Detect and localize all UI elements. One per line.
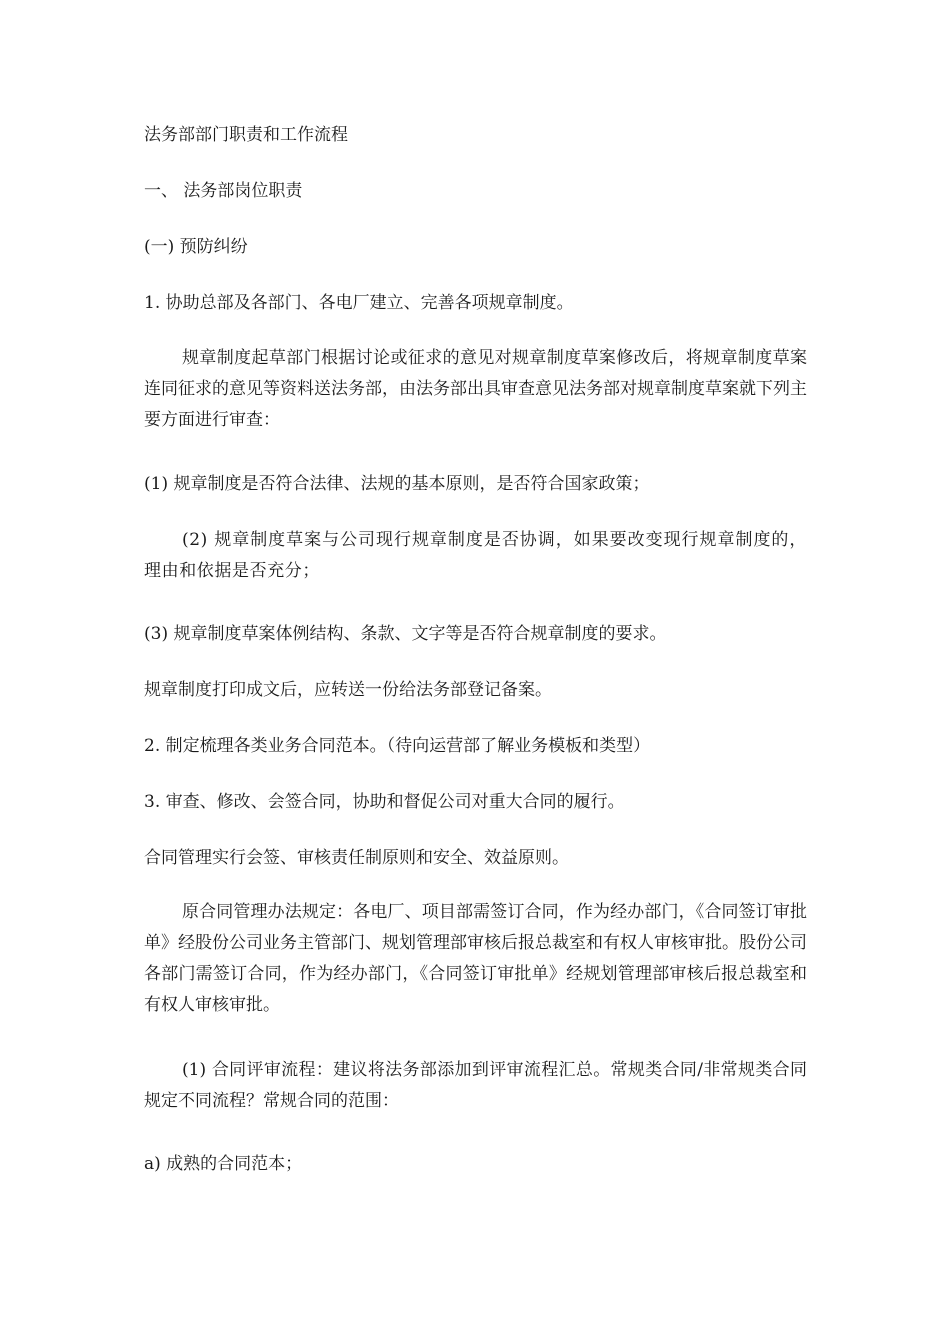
paragraph-filing: 规章制度打印成文后，应转送一份给法务部登记备案。: [144, 680, 552, 700]
item-1: 1. 协助总部及各部门、各电厂建立、完善各项规章制度。: [144, 293, 574, 313]
item-3: 3. 审查、修改、会签合同，协助和督促公司对重大合同的履行。: [144, 792, 625, 812]
paragraph-original-rules: 原合同管理办法规定：各电厂、项目部需签订合同，作为经办部门，《合同签订审批单》经股份公司业务主管部门、规划管理部审核后报总裁室和有权人审核审批。股份公司各部门需签订合同，作为经办部门，《合同签订审批单》经规划管理部审核后报总裁室和有权人审核审批。: [144, 902, 807, 1015]
item-2: 2. 制定梳理各类业务合同范本。（待向运营部了解业务模板和类型）: [144, 736, 651, 756]
paragraph-principle: 合同管理实行会签、审核责任制原则和安全、效益原则。: [144, 848, 569, 868]
contract-item-a: a) 成熟的合同范本；: [144, 1154, 303, 1174]
document-title: 法务部部门职责和工作流程: [144, 125, 348, 145]
contract-review-flow: (1) 合同评审流程：建议将法务部添加到评审流程汇总。常规类合同/非常规类合同规定不同流程？常规合同的范围：: [144, 1060, 807, 1111]
review-point-1: (1) 规章制度是否符合法律、法规的基本原则，是否符合国家政策；: [144, 474, 650, 494]
review-point-3: (3) 规章制度草案体例结构、条款、文字等是否符合规章制度的要求。: [144, 624, 667, 644]
paragraph-review-process: 规章制度起草部门根据讨论或征求的意见对规章制度草案修改后，将规章制度草案连同征求的意见等资料送法务部，由法务部出具审查意见法务部对规章制度草案就下列主要方面进行审查：: [144, 348, 807, 430]
review-point-2: (2) 规章制度草案与公司现行规章制度是否协调，如果要改变现行规章制度的，理由和依据是否充分；: [144, 530, 807, 581]
section-heading: 一、 法务部岗位职责: [144, 181, 303, 201]
subsection-heading: (一) 预防纠纷: [144, 237, 248, 257]
